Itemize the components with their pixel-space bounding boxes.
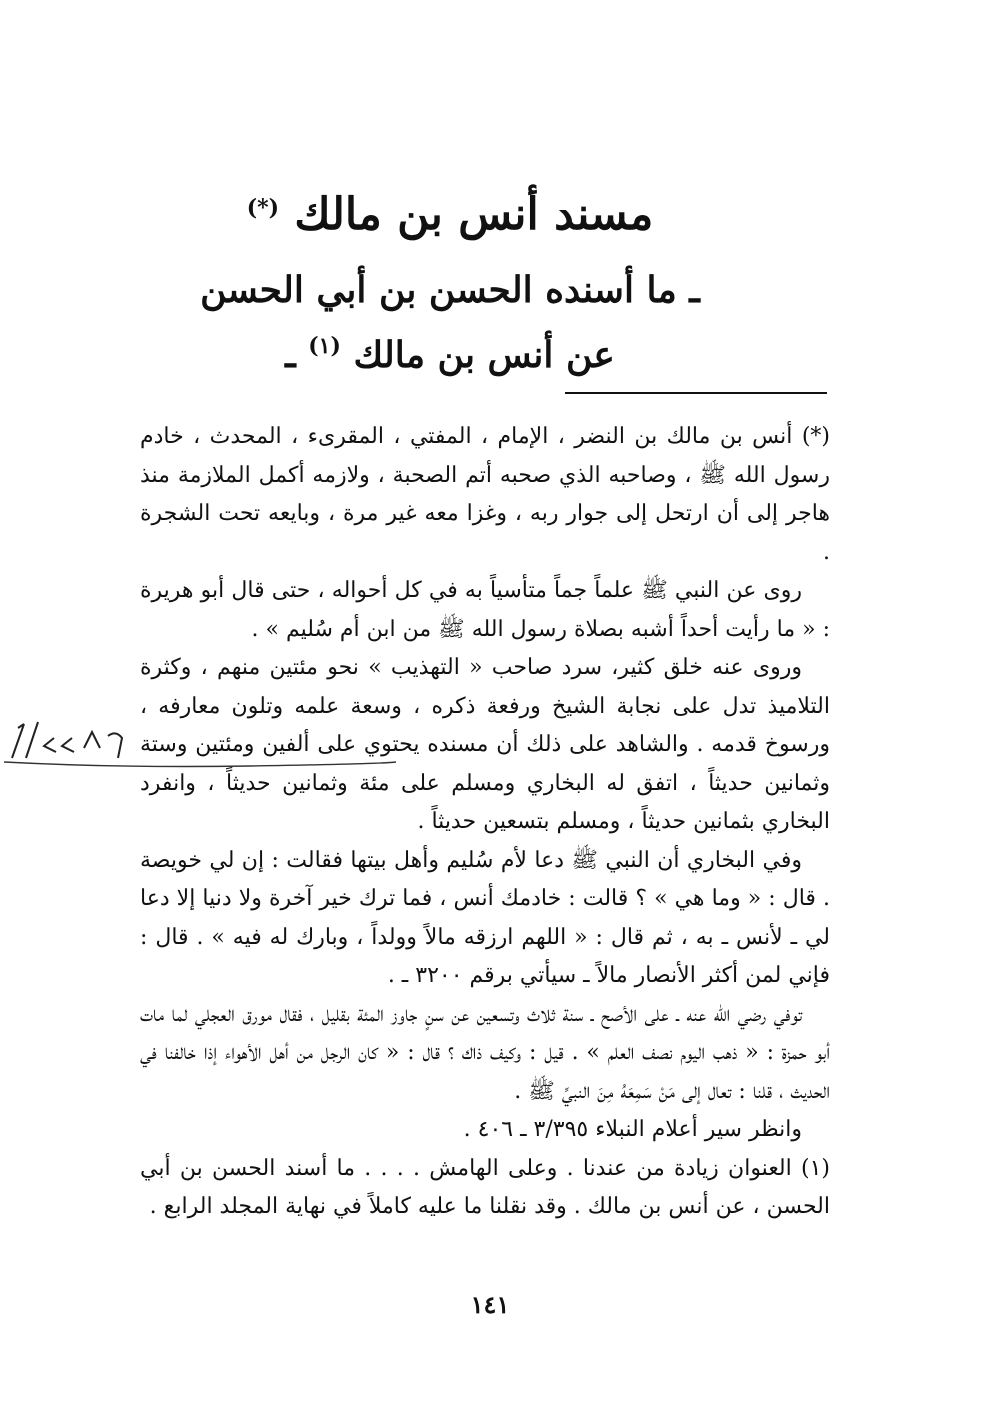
footnotes-body [140,418,830,1227]
paragraph-narration: روى عن النبي ﷺ علماً جماً متأسياً به في كل أحواله ، حتى قال أبو هريرة : « ما رأيت أحداً أشبه بصلاة رسول الله ﷺ من ابن أم سُليم » . [140,578,830,642]
subtitle-end-dash: ـ [285,334,296,376]
section-subtitle-line-1: ـ ما أسنده الحسن بن أبي الحسن [200,269,700,311]
paragraph-bukhari: وفي البخاري أن النبي ﷺ دعا لأم سُليم وأهل بيتها فقالت : إن لي خويصة . قال : « وما هي » ؟ قالت : خادمك أنس ، فما ترك خير آخرة ولا دنيا إلا دعا لي ـ لأنس ـ به ، ثم قال : « اللهم ارزقه مالاً وولداً ، وبارك له فيه » . قال : فإني لمن أكثر الأنصار مالاً ـ سيأتي برقم ٣٢٠٠ ـ . [140,847,830,988]
page-title [200,176,700,247]
paragraph-reference: وانظر سير أعلام النبلاء ٣/٣٩٥ ـ ٤٠٦ . [463,1117,802,1142]
subtitle-footnote-mark: (١) [308,333,341,359]
footnote-title-note: (١) العنوان زيادة من عندنا . وعلى الهامش . . . . ما أسند الحسن بن أبي الحسن ، عن أنس بن مالك . وقد نقلنا ما عليه كاملاً في نهاية المجلد الرابع . [140,1155,830,1219]
title-footnote-mark: (*) [246,195,280,221]
footnote-separator-rule [565,392,827,394]
page-number: ١٤١ [470,1290,510,1319]
footnote-biography: (*) أنس بن مالك بن النضر ، الإمام ، المفتي ، المقرىء ، المحدث ، خادم رسول الله ﷺ ، وصاحبه الذي صحبه أتم الصحبة ، ولازمه أكمل الملازمة منذ هاجر إلى أن ارتحل إلى جوار ربه ، وغزا معه غير مرة ، وبايعه تحت الشجرة . [140,424,830,565]
paragraph-death: توفي رضي الله عنه ـ على الأصح ـ سنة ثلاث وتسعين عن سنٍ جاوز المئة بقليل ، فقال مورق العجلي لما مات أبو حمزة : « ذهب اليوم نصف العلم » . قيل : وكيف ذاك ؟ قال : « كان الرجل من أهل الأهواء إذا خالفنا في الحديث ، قلنا : تعال إلى مَنْ سَمِعَهُ مِنَ النبيِّ ﷺ . [140,1001,830,1104]
title-text: مسند أنس بن مالك [294,189,654,240]
subtitle-text: عن أنس بن مالك [353,334,615,376]
section-subtitle-line-2 [200,318,700,383]
handwritten-underline-stroke [0,758,400,782]
paragraph-students: وروى عنه خلق كثير، سرد صاحب « التهذيب » نحو مئتين منهم ، وكثرة التلاميذ تدل على نجابة الشيخ ورفعة ذكره ، وسعة علمه وتلون معارفه ، ورسوخ قدمه . والشاهد على ذلك أن مسنده يحتوي على ألفين ومئتين وستة وثمانين حديثاً ، اتفق له البخاري ومسلم على مئة وثمانين حديثاً ، وانفرد البخاري بثمانين حديثاً ، ومسلم بتسعين حديثاً . [140,655,830,834]
